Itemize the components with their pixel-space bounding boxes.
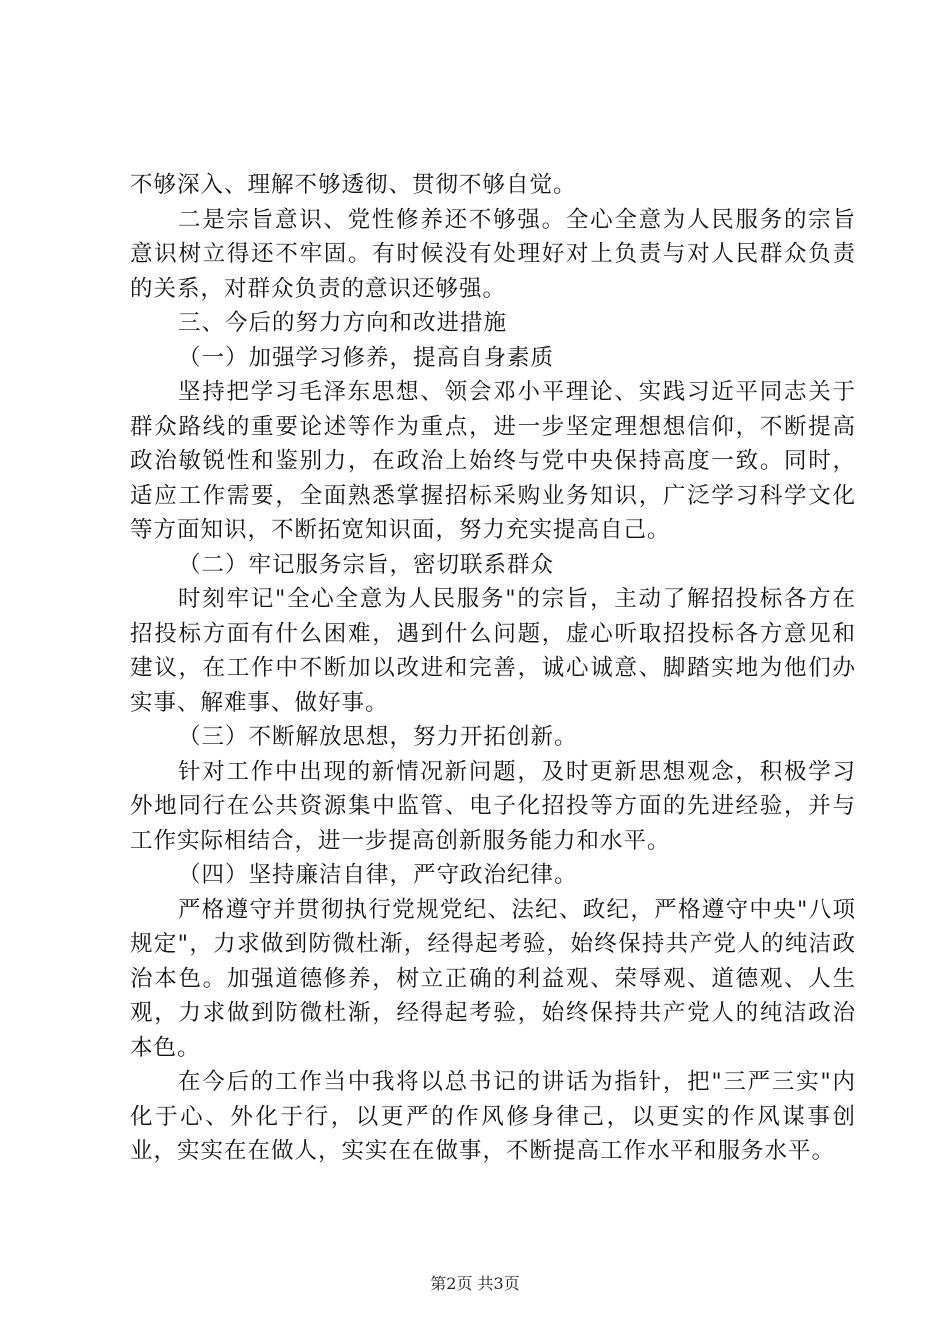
subheading-discipline: （四）坚持廉洁自律，严守政治纪律。 [178,862,578,888]
paragraph-conclusion: 在今后的工作当中我将以总书记的讲话为指针，把"三严三实"内化于心、外化于行，以更严的作风修身律己，以更实的作风谋事创业，实实在在做人，实实在在做事，不断提高工作水平和服务水平。 [130,1069,856,1164]
subheading-innovation: （三）不断解放思想，努力开拓创新。 [178,724,578,750]
subheading-study: （一）加强学习修养，提高自身素质 [178,344,555,371]
paragraph-service: 时刻牢记"全心全意为人民服务"的宗旨，主动了解招投标各方在招投标方面有什么困难，遇到什么问题，虚心听取招投标各方意见和建议，在工作中不断加以改进和完善，诚心诚意、脚踏实地为他们办实事、解难事、做好事。 [130,586,856,716]
paragraph-innovation: 针对工作中出现的新情况新问题，及时更新思想观念，积极学习外地同行在公共资源集中监管、电子化招投等方面的先进经验，并与工作实际相结合，进一步提高创新服务能力和水平。 [130,758,856,854]
page-footer: 第2页 共3页 [430,1274,520,1293]
subheading-service: （二）牢记服务宗旨，密切联系群众 [178,551,555,578]
paragraph-study: 坚持把学习毛泽东思想、领会邓小平理论、实践习近平同志关于群众路线的重要论述等作为重点，进一步坚定理想想信仰，不断提高政治敏锐性和鉴别力，在政治上始终与党中央保持高度一致。同时，适应工作需要，全面熟悉掌握招标采购业务知识，广泛学习科学文化等方面知识，不断拓宽知识面，努力充实提高自己。 [130,379,856,543]
section-heading-improvement: 三、今后的努力方向和改进措施 [178,310,508,336]
paragraph-purpose-awareness: 二是宗旨意识、党性修养还不够强。全心全意为人民服务的宗旨意识树立得还不牢固。有时候没有处理好对上负责与对人民群众负责的关系，对群众负责的意识还够强。 [130,206,856,302]
paragraph-continuation: 不够深入、理解不够透彻、贯彻不够自觉。 [130,172,577,198]
paragraph-discipline: 严格遵守并贯彻执行党规党纪、法纪、政纪，严格遵守中央"八项规定"，力求做到防微杜渐，经得起考验，始终保持共产党人的纯洁政治本色。加强道德修养，树立正确的利益观、荣辱观、道德观、人生观，力求做到防微杜渐，经得起考验，始终保持共产党人的纯洁政治本色。 [130,896,856,1061]
document-body [130,168,856,1169]
